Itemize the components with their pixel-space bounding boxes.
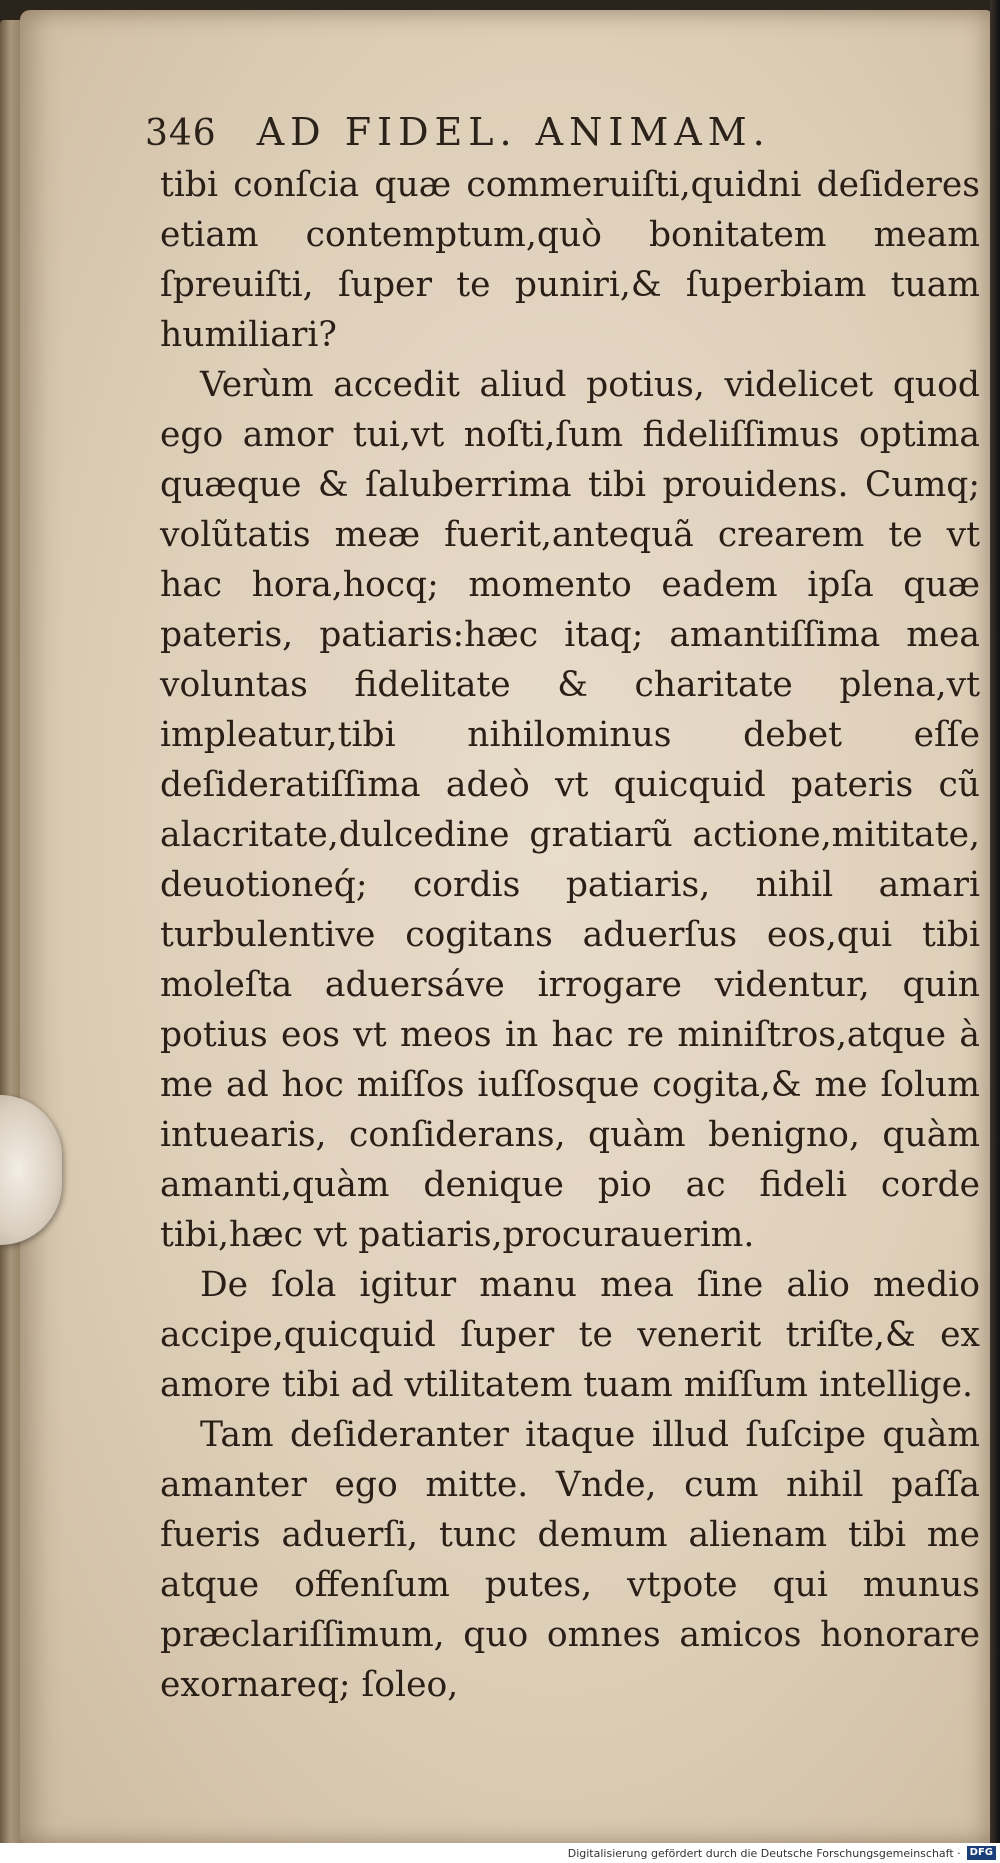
paragraph-4: Tam deſideranter itaque illud ſuſcipe quàm amanter ego mitte. Vnde, cum nihil paſſa fueris aduerſi, tunc demum alienam tibi me atque offenſum putes, vtpote qui munus præclariſſimum, quo omnes amicos honorare exornareq; ſoleo, — [160, 1415, 980, 1705]
running-head: AD FIDEL. ANIMAM. — [256, 110, 771, 154]
page-header — [145, 110, 965, 160]
footer-credit: Digitalisierung gefördert durch die Deutsche Forschungsgemeinschaft · — [567, 1846, 961, 1860]
digitization-footer — [0, 1843, 1000, 1863]
paragraph-3: De ſola igitur manu mea ſine alio medio accipe,quicquid ſuper te venerit triſte,& ex amore tibi ad vtilitatem tuam miſſum intellige. — [160, 1265, 980, 1405]
paragraph-2: Verùm accedit aliud potius, videlicet quod ego amor tui,vt noſti,ſum fideliſſimus optima quæque & ſaluberrima tibi prouidens. Cumq; volũtatis meæ fuerit,antequã crearem te vt hac hora,hocq; momento eadem ipſa quæ pateris, patiaris:hæc itaq; amantiſſima mea voluntas fidelitate & charitate plena,vt impleatur,tibi nihilominus debet eſſe deſideratiſſima adeò vt quicquid pateris cũ alacritate,dulcedine gratiarũ actione,mititate, deuotioneq́; cordis patiaris, nihil amari turbulentive cogitans aduerſus eos,qui tibi moleſta aduersáve irrogare videntur, quin potius eos vt meos in hac re miniſtros,atque à me ad hoc miſſos iuſſosque cogita,& me ſolum intuearis, conſiderans, quàm benigno, quàm amanti,quàm denique pio ac fideli corde tibi,hæc vt patiaris,procurauerim. — [160, 365, 980, 1255]
dfg-logo: DFG — [967, 1846, 996, 1860]
page-number: 346 — [145, 113, 217, 154]
paragraph-1: tibi conſcia quæ commeruiſti,quidni deſideres etiam contemptum,quò bonitatem meam ſpreuiſti, ſuper te puniri,& ſuperbiam tuam humiliari? — [160, 165, 980, 355]
body-text — [160, 160, 980, 1710]
spine-shadow — [990, 0, 1000, 1863]
